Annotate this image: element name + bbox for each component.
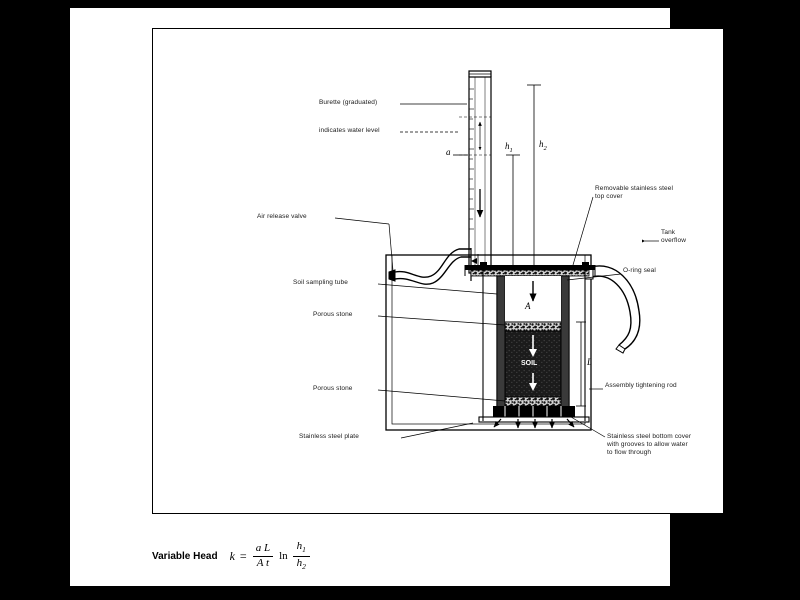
label-soil-sampling-tube: Soil sampling tube <box>293 279 348 286</box>
symbol-length-L: L <box>587 357 593 367</box>
label-assembly-tightening-rod: Assembly tightening rod <box>605 382 677 389</box>
label-stainless-steel-plate: Stainless steel plate <box>299 433 359 440</box>
formula-ratio-den <box>293 556 310 571</box>
label-porous-stone-top: Porous stone <box>313 311 353 318</box>
formula-denominator: A t <box>253 556 273 570</box>
formula-ratio-num-letter: h <box>296 540 303 553</box>
label-indicates-water-level: indicates water level <box>319 127 380 134</box>
formula-fraction <box>252 543 274 569</box>
symbol-area-A: A <box>525 301 531 311</box>
formula-head-ratio <box>293 541 310 570</box>
formula-equals: = <box>239 548 247 563</box>
formula-numerator: a L <box>255 541 271 554</box>
symbol-h1-sub: 1 <box>509 146 513 154</box>
formula-ln: ln <box>279 550 288 562</box>
formula-ratio-den-letter: h <box>296 556 303 569</box>
label-oring-seal: O-ring seal <box>623 267 656 274</box>
symbol-h1-letter: h <box>505 141 510 151</box>
label-porous-stone-bottom: Porous stone <box>313 385 353 392</box>
symbol-h2-letter: h <box>539 139 544 149</box>
label-burette: Burette (graduated) <box>319 99 378 106</box>
symbol-h1 <box>505 141 513 154</box>
figure-frame <box>152 28 724 514</box>
slide-page <box>70 8 692 586</box>
formula-ratio-num <box>293 541 310 555</box>
formula-title: Variable Head <box>152 550 218 562</box>
label-soil: SOIL <box>521 360 538 367</box>
symbol-h2-sub: 2 <box>543 144 547 152</box>
formula-block <box>152 533 572 579</box>
symbol-a: a <box>446 147 451 157</box>
formula-equation <box>230 541 310 570</box>
label-removable-top-cover: Removable stainless steel top cover <box>595 185 674 201</box>
formula-k: k <box>229 548 235 563</box>
label-tank-overflow: Tank overflow <box>661 229 687 245</box>
formula-ratio-den-sub: 2 <box>302 561 306 571</box>
label-air-release-valve: Air release valve <box>257 213 307 220</box>
formula-ratio-num-sub: 1 <box>302 545 306 555</box>
label-bottom-cover: Stainless steel bottom cover with grooves to allow water to flow through <box>607 433 692 457</box>
symbol-h2 <box>539 139 547 152</box>
